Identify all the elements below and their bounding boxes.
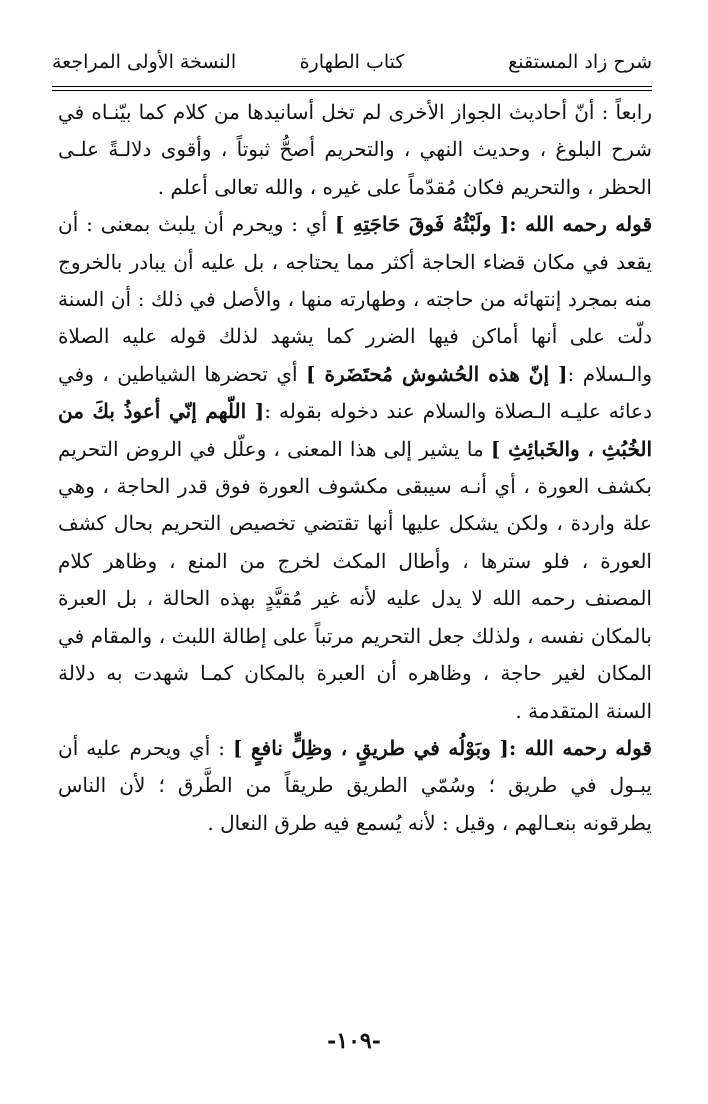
commentary-text: ما يشير إلى هذا المعنى ، وعلّل في الروض التحريم بكشف العورة ، أي أنـه سيبقى مكشوف العورة فوق قدر الحاجة ، وهي علة واردة ، ولكن يشكل عليها أنها تقتضي تخصيص التحريم بحال كشف العورة ، فلو سترها ، وأطال المكث لخرج من المنع ، وظاهر كلام المصنف رحمه الله لا يدل عليه لأنه غير مُقيَّدٍ بهذه الحالة ، بل العبرة بالمكان نفسه ، ولذلك جعل التحريم مرتباً على إطالة اللبث ، والمقام في المكان لغير حاجة ، وظاهره أن العبرة بالمكان كمـا شهدت به دلالة السنة المتقدمة . bbox=[58, 436, 652, 723]
quoted-text-bold: قوله رحمه الله :[ وبَوْلُه في طريقٍ ، وظِلٍّ نافعٍ ] bbox=[232, 735, 652, 760]
header-book-title: شرح زاد المستقنع bbox=[508, 51, 652, 73]
paragraph bbox=[58, 730, 652, 842]
paragraph bbox=[58, 94, 652, 206]
commentary-text: رابعاً : أنّ أحاديث الجواز الأخرى لم تخل أسانيدها من كلام كما بيّنـاه في شرح البلوغ ، وحديث النهي ، والتحريم أصحُّ ثبوتاً ، وأقوى دلالـةً علـى الحظر ، والتحريم فكان مُقدّماً على غيره ، والله تعالى أعلم . bbox=[58, 100, 652, 199]
commentary-text: : أي ويحرم عليه أن يبـول في طريق ؛ وسُمّي الطريق طريقاً من الطَّرق ؛ لأن الناس يطرقونه بنعـالهم ، وقيل : لأنه يُسمع فيه طرق النعال . bbox=[58, 735, 652, 835]
quoted-text-bold: قوله رحمه الله :[ ولَبْثُهُ فَوقَ حَاجَتِهِ ] bbox=[334, 212, 652, 237]
quoted-text-bold: [ اللّهم إنّي أعوذُ بكَ من الخُبُثِ ، والخَبائِثِ ] bbox=[58, 399, 652, 461]
quoted-text-bold: [ إنّ هذه الحُشوش مُحتَضَرة ] bbox=[306, 361, 568, 386]
header-chapter-title: كتاب الطهارة bbox=[299, 51, 405, 73]
paragraph bbox=[58, 206, 652, 730]
page-number: -١٠٩- bbox=[327, 1028, 381, 1054]
commentary-text: أي تحضرها الشياطين ، وفي دعائه عليـه الـصلاة والسلام عند دخوله بقوله : bbox=[58, 361, 652, 424]
header-rule bbox=[52, 86, 652, 87]
body-text bbox=[58, 94, 652, 842]
commentary-text: أي : ويحرم أن يلبث بمعنى : أن يقعد في مكان قضاء الحاجة أكثر مما يحتاجه ، بل عليه أن يبادر بالخروج منه بمجرد إنتهائه من حاجته ، وطهارته منها ، والأصل في ذلك : أن السنة دلّت على أنها أماكن فيها الضرر كما يشهد لذلك قوله عليه الصلاة والـسلام : bbox=[58, 212, 653, 386]
header-edition: النسخة الأولى المراجعة bbox=[52, 51, 237, 73]
header-rule-second bbox=[52, 90, 652, 91]
running-header bbox=[52, 42, 652, 88]
